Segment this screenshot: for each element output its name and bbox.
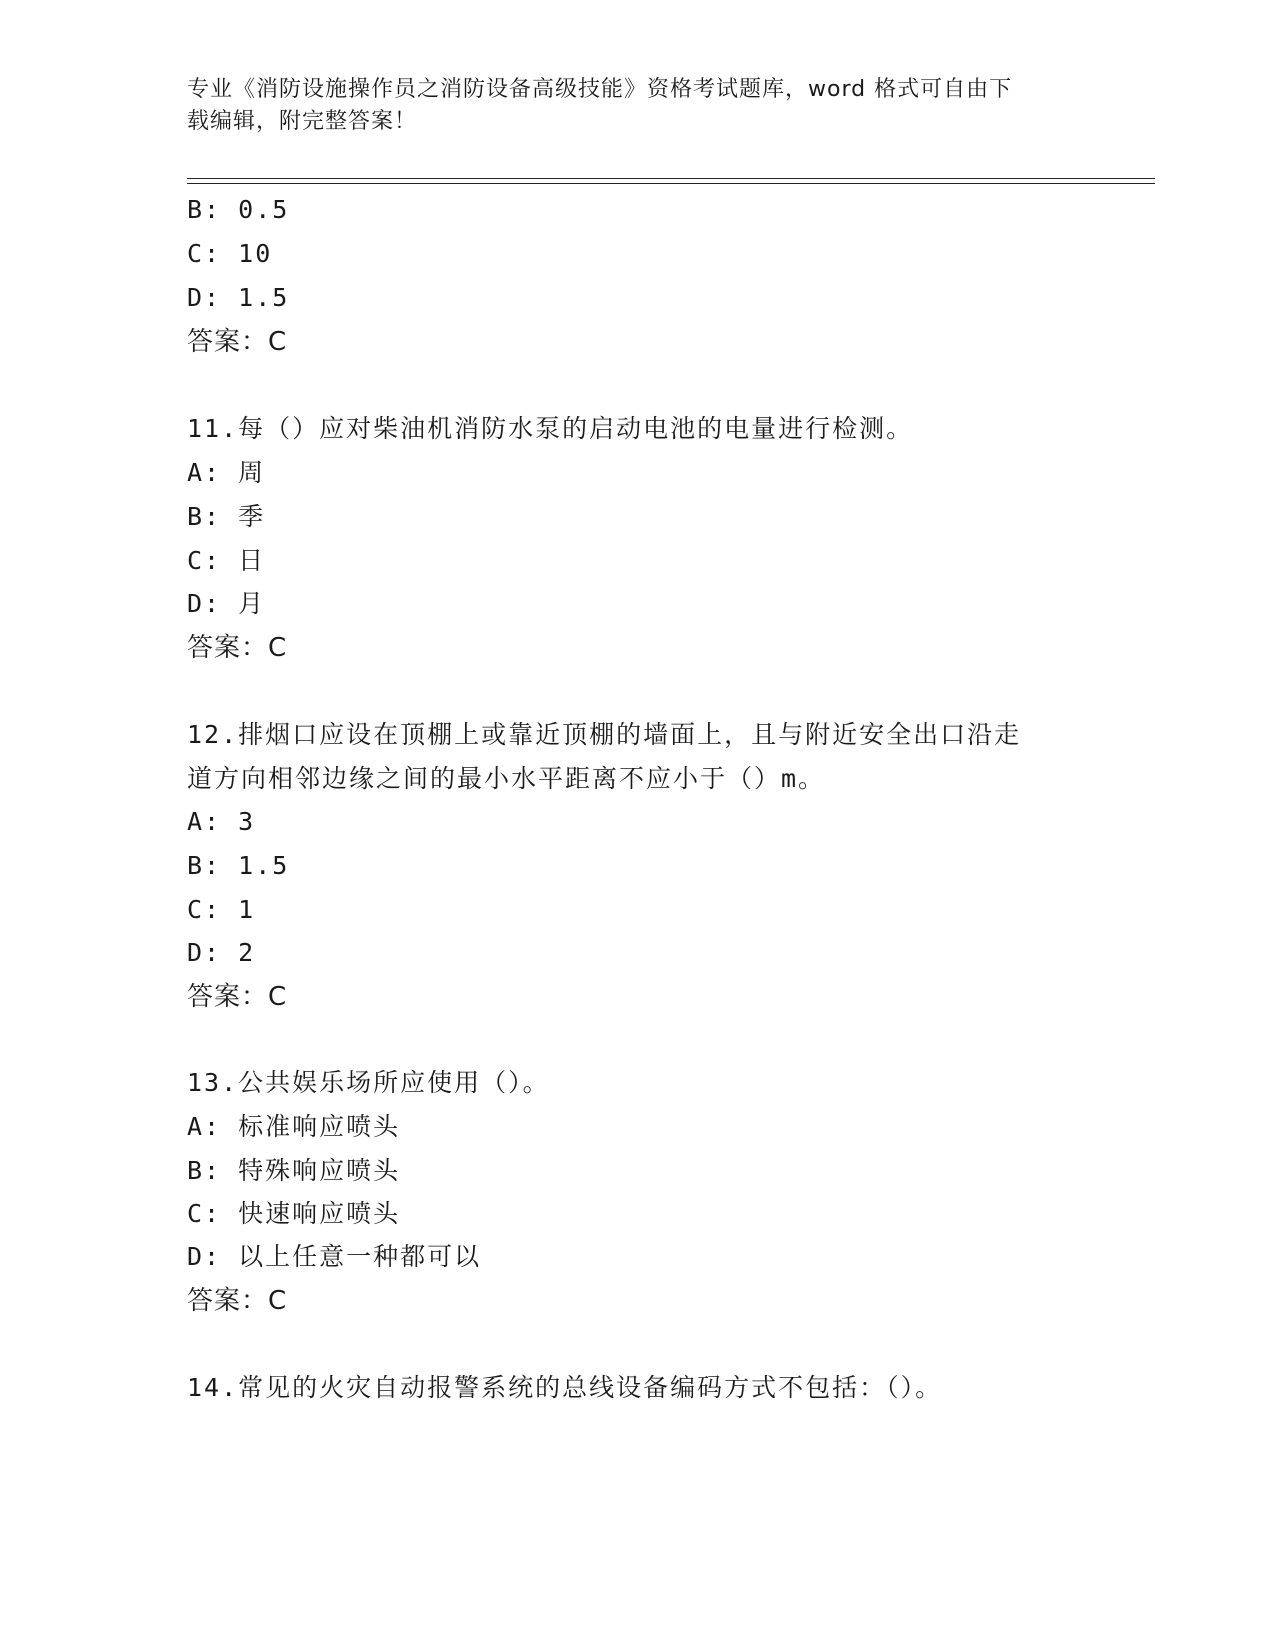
header-divider-bottom (187, 183, 1155, 184)
option-d: D: 月 (187, 589, 266, 618)
question-stem: 12.排烟口应设在顶棚上或靠近顶棚的墙面上，且与附近安全出口沿走 (187, 720, 1022, 749)
header-line-1: 专业《消防设施操作员之消防设备高级技能》资格考试题库，word 格式可自由下 (187, 77, 1013, 102)
answer-line: 答案：C (187, 633, 288, 663)
option-b: B: 季 (187, 502, 266, 531)
question-stem-cont: 道方向相邻边缘之间的最小水平距离不应小于（）m。 (187, 764, 826, 793)
header-line-2: 载编辑，附完整答案！ (187, 109, 418, 134)
option-c: C: 10 (187, 239, 273, 268)
answer-line: 答案：C (187, 982, 288, 1012)
option-c: C: 快速响应喷头 (187, 1199, 401, 1228)
option-c: C: 日 (187, 546, 266, 575)
option-d: D: 2 (187, 938, 256, 967)
question-stem: 11.每（）应对柴油机消防水泵的启动电池的电量进行检测。 (187, 414, 914, 443)
answer-line: 答案：C (187, 327, 288, 357)
option-b: B: 1.5 (187, 851, 290, 880)
header-divider-top (187, 178, 1155, 179)
option-d: D: 1.5 (187, 283, 290, 312)
option-d: D: 以上任意一种都可以 (187, 1242, 482, 1271)
option-b: B: 特殊响应喷头 (187, 1156, 401, 1185)
option-a: A: 3 (187, 807, 256, 836)
answer-line: 答案：C (187, 1286, 288, 1316)
option-a: A: 周 (187, 458, 266, 487)
page-header (187, 74, 1067, 138)
question-stem: 13.公共娱乐场所应使用（）。 (187, 1068, 550, 1097)
question-stem: 14.常见的火灾自动报警系统的总线设备编码方式不包括：（）。 (187, 1373, 943, 1402)
option-a: A: 标准响应喷头 (187, 1112, 401, 1141)
option-b: B: 0.5 (187, 195, 290, 224)
option-c: C: 1 (187, 895, 256, 924)
